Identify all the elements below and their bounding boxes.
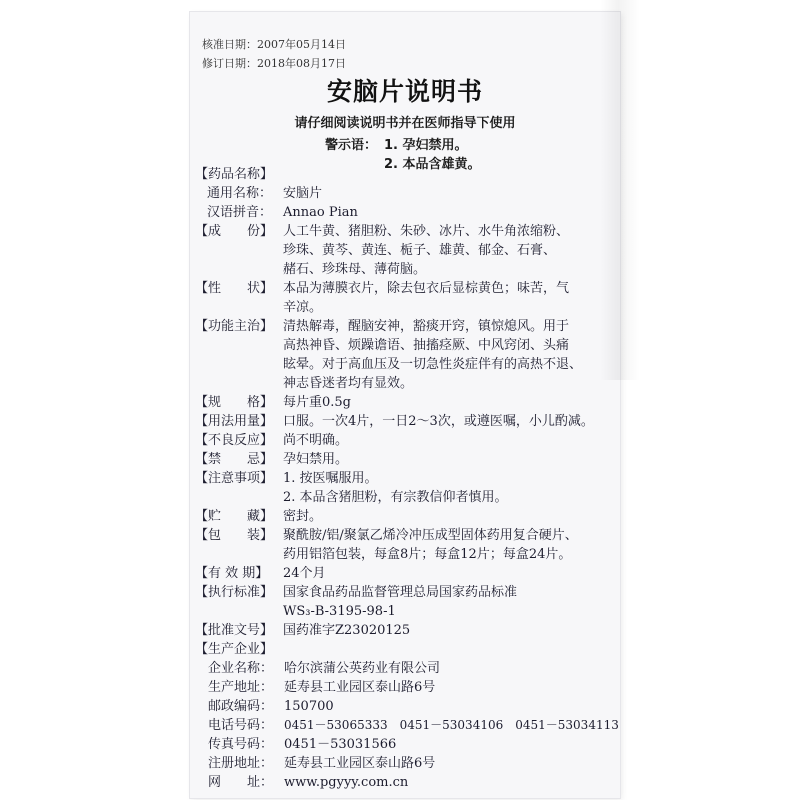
field-label: 企业名称： <box>208 661 274 676</box>
website-link: www.pgyyy.com.cn <box>284 775 409 790</box>
field-label: 注册地址： <box>208 756 274 771</box>
subtitle: 请仔细阅读说明书并在医师指导下使用 <box>294 116 516 131</box>
warning-2: 2. 本品含雄黄。 <box>384 157 481 172</box>
section-text: 聚酰胺/铝/聚氯乙烯冷冲压成型固体药用复合硬片、 <box>283 528 578 543</box>
section-text: 神志昏迷者均有显效。 <box>283 376 414 391</box>
section-label: 【生产企业】 <box>195 642 274 657</box>
section-label: 【不良反应】 <box>195 433 274 448</box>
warning-label: 警示语： <box>325 138 378 153</box>
field-label: 生产地址： <box>208 680 274 695</box>
field-label: 网 址： <box>208 775 274 790</box>
field-value: 哈尔滨蒲公英药业有限公司 <box>284 661 441 676</box>
field-value: 0451－53031566 <box>284 737 397 752</box>
field-value: Annao Pian <box>283 205 358 220</box>
field-label: 电话号码： <box>208 718 274 733</box>
section-label: 【禁 忌】 <box>195 452 274 467</box>
section-label: 【批准文号】 <box>195 623 274 638</box>
section-text: 24个月 <box>283 566 326 581</box>
section-label: 【有 效 期】 <box>195 566 269 581</box>
section-text: 孕妇禁用。 <box>283 452 349 467</box>
section-label: 【包 装】 <box>195 528 274 543</box>
section-text: 口服。一次4片，一日2～3次，或遵医嘱，小儿酌减。 <box>283 414 594 429</box>
section-label: 【性 状】 <box>195 281 274 296</box>
section-label: 【药品名称】 <box>195 167 274 182</box>
section-text: 药用铝箔包装，每盒8片；每盒12片；每盒24片。 <box>283 547 572 562</box>
section-text: WS₃-B-3195-98-1 <box>283 604 396 619</box>
section-label: 【执行标准】 <box>195 585 274 600</box>
warning-1: 1. 孕妇禁用。 <box>384 138 468 153</box>
section-text: 赭石、珍珠母、薄荷脑。 <box>283 262 427 277</box>
section-label: 【用法用量】 <box>195 414 274 429</box>
section-text: 尚不明确。 <box>283 433 349 448</box>
revision-date: 修订日期：2018年08月17日 <box>202 57 346 70</box>
section-text: 眩晕。对于高血压及一切急性炎症伴有的高热不退、 <box>283 357 583 372</box>
section-text: 清热解毒，醒脑安神，豁痰开窍，镇惊熄风。用于 <box>283 319 570 334</box>
section-text: 国药准字Z23020125 <box>283 623 411 638</box>
paper-fold-shadow <box>600 0 640 380</box>
section-text: 每片重0.5g <box>283 395 351 410</box>
section-label: 【注意事项】 <box>195 471 274 486</box>
section-text: 珍珠、黄芩、黄连、栀子、雄黄、郁金、石膏、 <box>283 243 557 258</box>
field-value: 0451－53065333 0451－53034106 0451－53034113 <box>284 718 619 732</box>
field-label: 传真号码： <box>208 737 274 752</box>
field-label: 通用名称： <box>207 186 273 201</box>
field-label: 汉语拼音： <box>207 205 273 220</box>
section-text: 高热神昏、烦躁谵语、抽搐痉厥、中风窍闭、头痛 <box>283 338 570 353</box>
section-text: 人工牛黄、猪胆粉、朱砂、冰片、水牛角浓缩粉、 <box>283 224 570 239</box>
section-label: 【规 格】 <box>195 395 274 410</box>
field-value: 延寿县工业园区泰山路6号 <box>284 756 436 771</box>
section-text: 密封。 <box>283 509 323 524</box>
section-label: 【功能主治】 <box>195 319 274 334</box>
page-title: 安脑片说明书 <box>326 77 483 106</box>
section-text: 辛凉。 <box>283 300 323 315</box>
field-value: 安脑片 <box>283 186 323 201</box>
section-text: 本品为薄膜衣片，除去包衣后显棕黄色；味苦，气 <box>283 281 570 296</box>
section-text: 1. 按医嘱服用。 <box>283 471 378 486</box>
field-label: 邮政编码： <box>208 699 274 714</box>
section-text: 国家食品药品监督管理总局国家药品标准 <box>283 585 518 600</box>
section-text: 2. 本品含猪胆粉，有宗教信仰者慎用。 <box>283 490 508 505</box>
approval-date: 核准日期：2007年05月14日 <box>202 38 346 51</box>
field-value: 延寿县工业园区泰山路6号 <box>284 680 436 695</box>
field-value: 150700 <box>284 699 334 714</box>
section-label: 【贮 藏】 <box>195 509 274 524</box>
section-label: 【成 份】 <box>195 224 274 239</box>
